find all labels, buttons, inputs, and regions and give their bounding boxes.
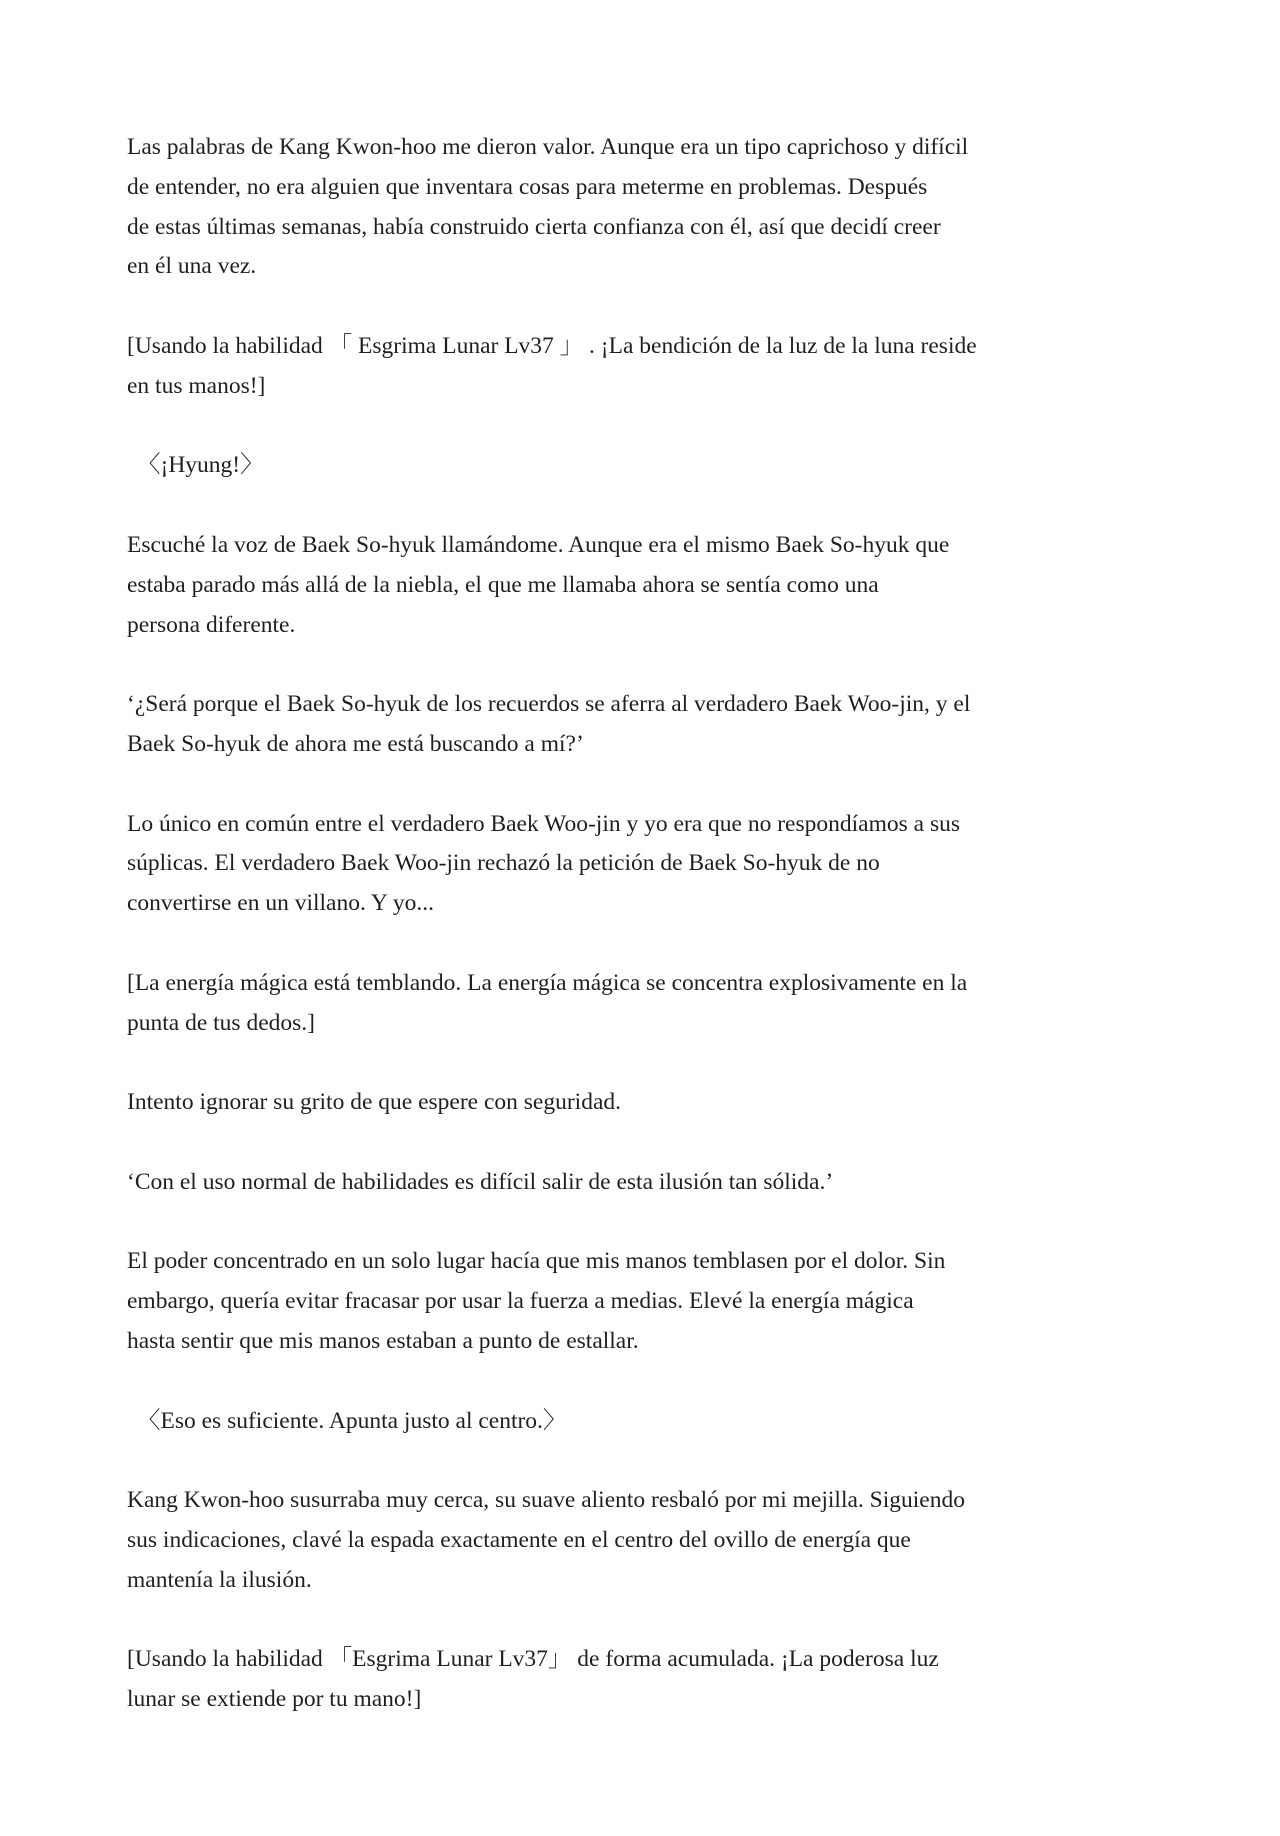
paragraph-narration xyxy=(127,526,1157,645)
paragraph-dialogue xyxy=(127,446,1157,486)
paragraph-narration xyxy=(127,1083,1157,1123)
text-line: de entender, no era alguien que inventara cosas para meterme en problemas. Después xyxy=(127,173,928,200)
text-line: Baek So-hyuk de ahora me está buscando a mí?’ xyxy=(127,730,584,757)
text-line: en tus manos!] xyxy=(127,372,266,399)
text-line: ‘Con el uso normal de habilidades es difícil salir de esta ilusión tan sólida.’ xyxy=(127,1168,834,1195)
text-line: [Usando la habilidad 「Esgrima Lunar Lv37」 de forma acumulada. ¡La poderosa luz xyxy=(127,1646,939,1673)
text-line: sus indicaciones, clavé la espada exactamente en el centro del ovillo de energía que xyxy=(127,1526,911,1553)
text-line: en él una vez. xyxy=(127,253,257,280)
text-line: estaba parado más allá de la niebla, el que me llamaba ahora se sentía como una xyxy=(127,571,879,598)
text-line: ‘¿Será porque el Baek So-hyuk de los recuerdos se aferra al verdadero Baek Woo-jin, y el xyxy=(127,691,971,718)
paragraph-system-message xyxy=(127,327,1157,407)
text-line: 〈¡Hyung!〉 xyxy=(137,452,264,479)
paragraph-narration xyxy=(127,1481,1157,1600)
paragraph-thought xyxy=(127,1163,1157,1203)
text-line: Escuché la voz de Baek So-hyuk llamándome. Aunque era el mismo Baek So-hyuk que xyxy=(127,531,950,558)
text-line: 〈Eso es suficiente. Apunta justo al centro.〉 xyxy=(137,1407,567,1434)
paragraph-dialogue xyxy=(127,1402,1157,1442)
text-line: hasta sentir que mis manos estaban a punto de estallar. xyxy=(127,1327,639,1354)
text-line: embargo, quería evitar fracasar por usar la fuerza a medias. Elevé la energía mágica xyxy=(127,1288,914,1315)
text-line: El poder concentrado en un solo lugar hacía que mis manos temblasen por el dolor. Sin xyxy=(127,1248,946,1275)
paragraph-system-message xyxy=(127,964,1157,1044)
text-line: súplicas. El verdadero Baek Woo-jin rechazó la petición de Baek So-hyuk de no xyxy=(127,850,880,877)
text-line: Intento ignorar su grito de que espere con seguridad. xyxy=(127,1089,621,1116)
text-line: Lo único en común entre el verdadero Baek Woo-jin y yo era que no respondíamos a sus xyxy=(127,810,960,837)
document-page xyxy=(127,128,1157,1760)
paragraph-narration xyxy=(127,1242,1157,1361)
text-line: punta de tus dedos.] xyxy=(127,1009,315,1036)
text-line: [La energía mágica está temblando. La energía mágica se concentra explosivamente en la xyxy=(127,969,968,996)
text-line: Kang Kwon-hoo susurraba muy cerca, su suave aliento resbaló por mi mejilla. Siguiendo xyxy=(127,1487,965,1514)
text-line: lunar se extiende por tu mano!] xyxy=(127,1686,422,1713)
paragraph-narration xyxy=(127,805,1157,924)
paragraph-thought xyxy=(127,685,1157,765)
paragraph-narration xyxy=(127,128,1157,287)
text-line: persona diferente. xyxy=(127,611,296,638)
text-line: convertirse en un villano. Y yo... xyxy=(127,890,434,917)
text-line: mantenía la ilusión. xyxy=(127,1566,312,1593)
text-line: Las palabras de Kang Kwon-hoo me dieron valor. Aunque era un tipo caprichoso y difícil xyxy=(127,134,969,160)
text-line: [Usando la habilidad 「 Esgrima Lunar Lv37 」 . ¡La bendición de la luz de la luna reside xyxy=(127,332,977,359)
paragraph-system-message xyxy=(127,1640,1157,1720)
text-line: de estas últimas semanas, había construido cierta confianza con él, así que decidí creer xyxy=(127,213,941,240)
